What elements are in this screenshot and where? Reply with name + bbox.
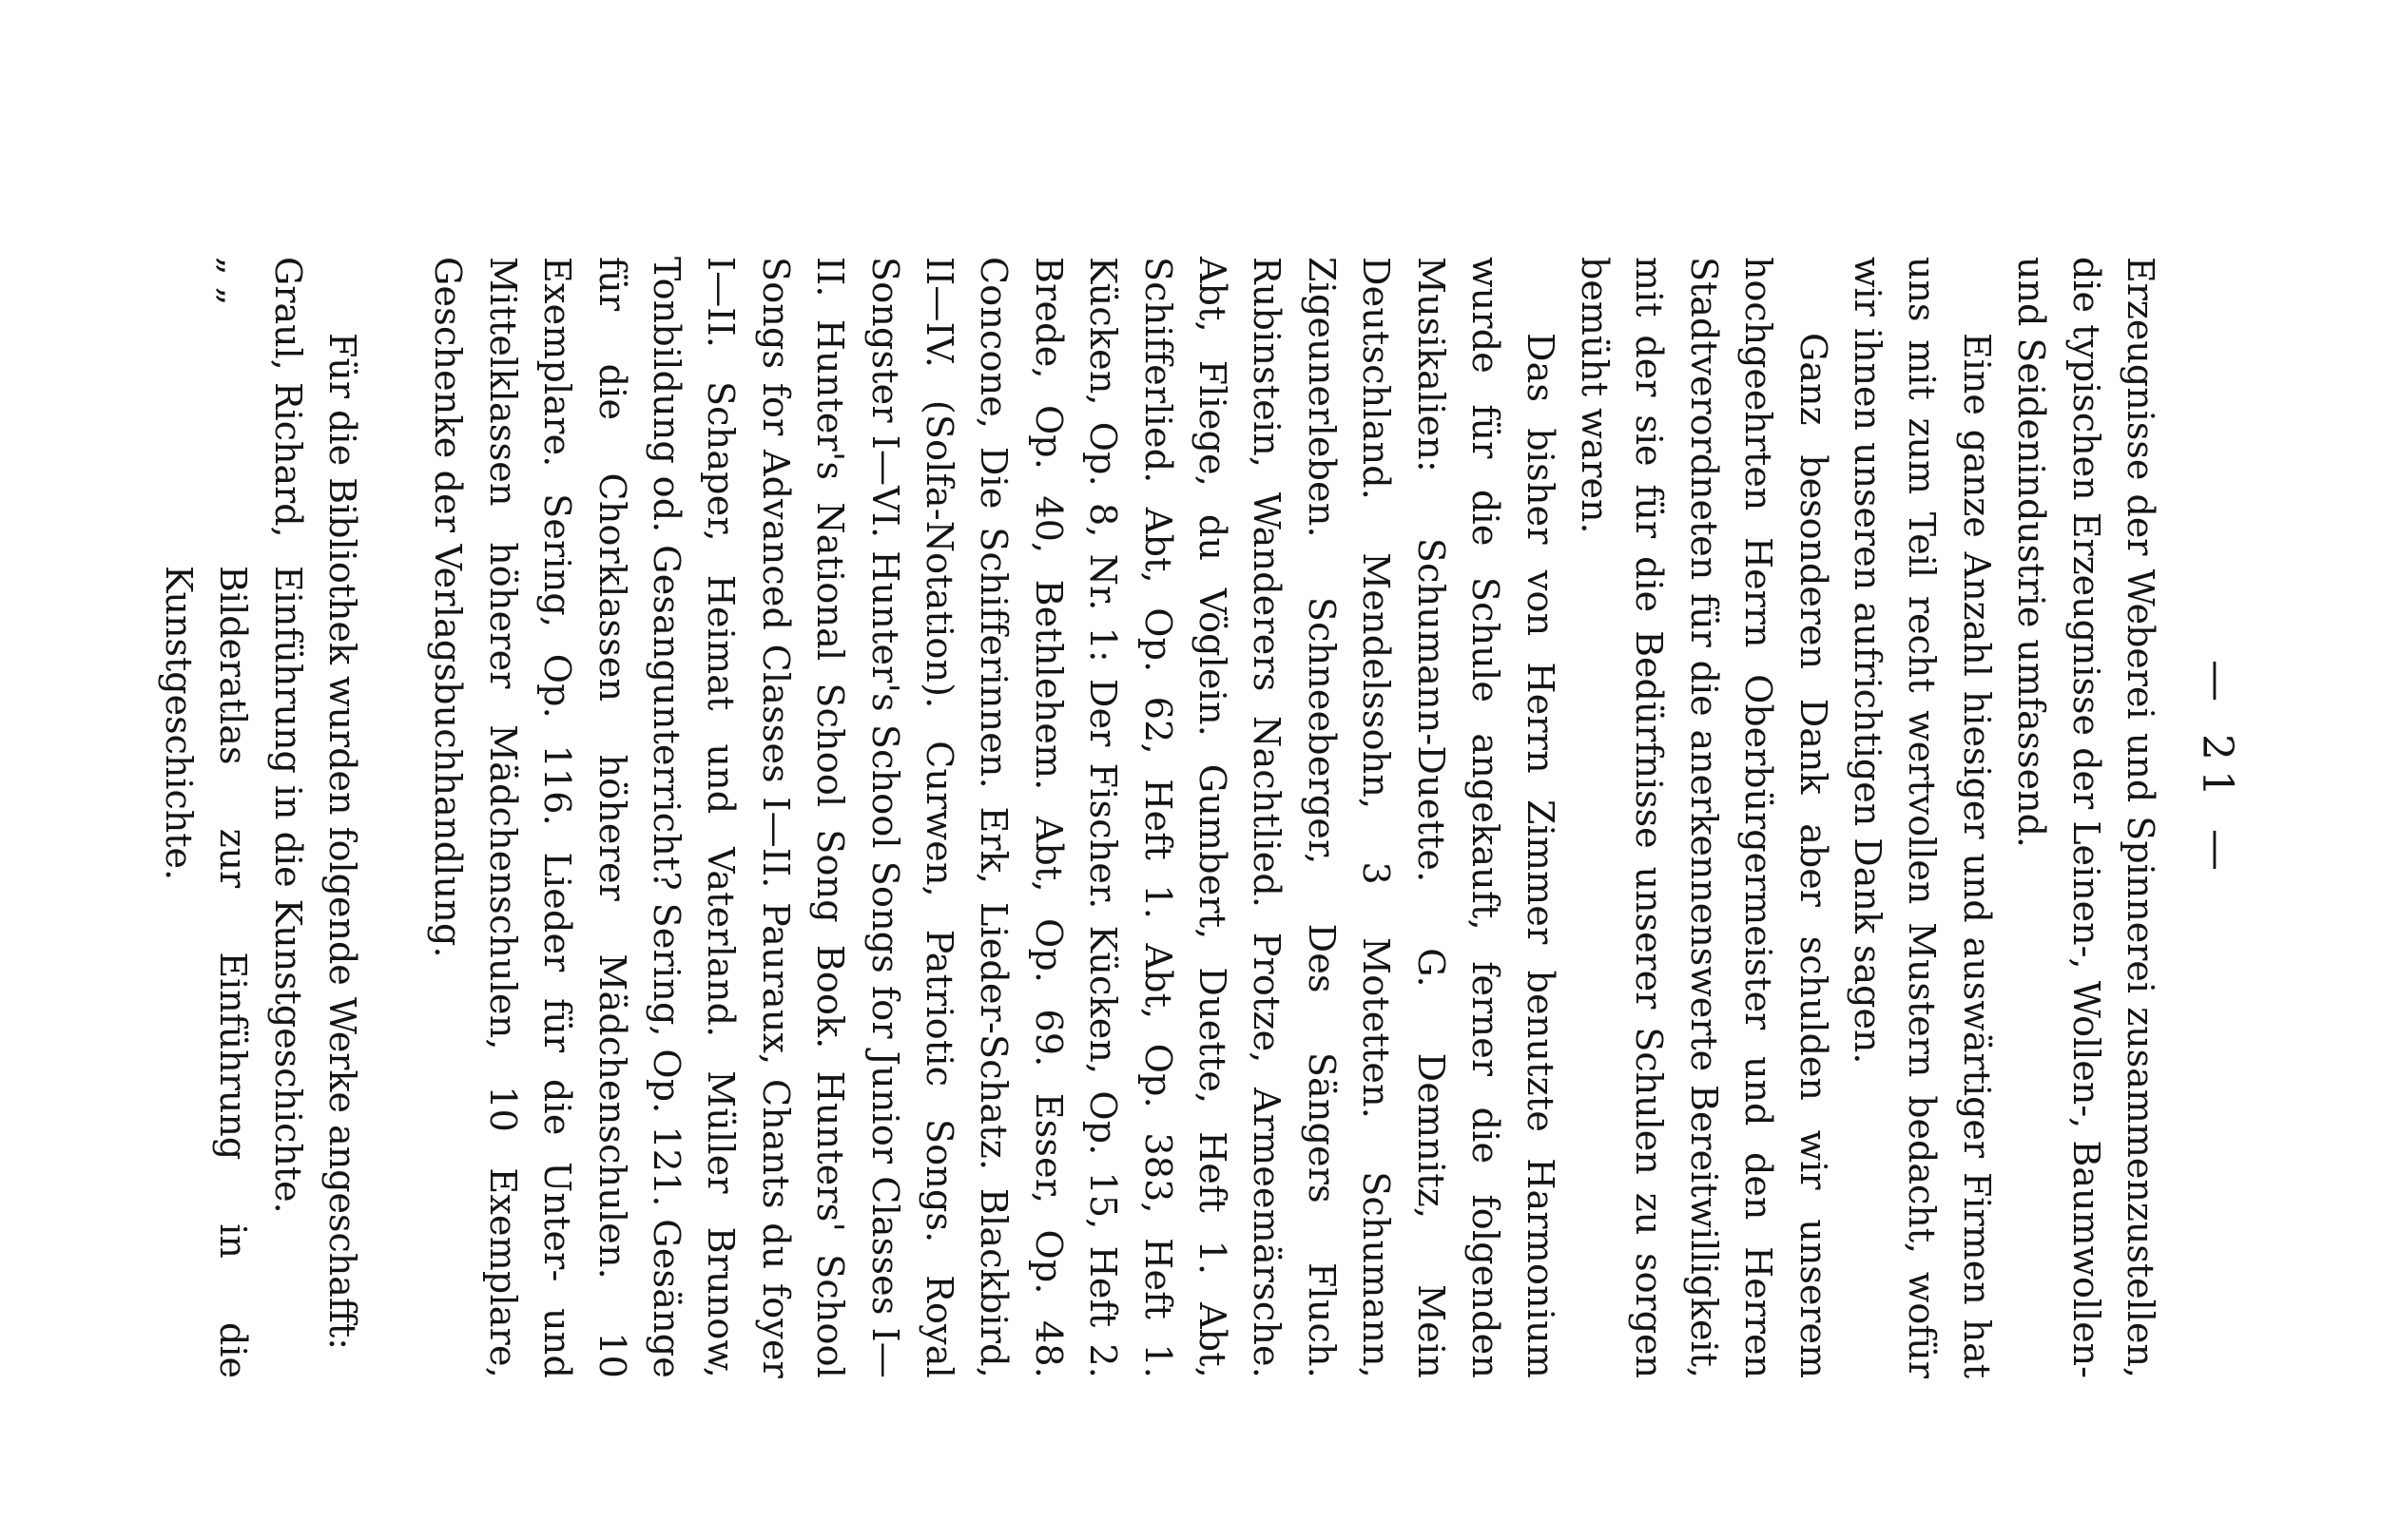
body-text [150,257,2167,1378]
paragraph-mayor-thanks: Ganz besonderen Dank aber schulden wir unserem hochgeehrten Herrn Oberbürgermeister und den Herren Stadtverordneten für die anerkennenswerte Bereitwilligkeit, mit der sie für die Bedürfnisse unserer Schulen zu sorgen bemüht waren. [1573,257,1834,1378]
paragraph-textiles-collection: Erzeugnisse der Weberei und Spinnerei zusammenzustellen, die typischen Erzeugnisse der Leinen-, Wollen-, Baumwollen- und Seidenindustrie umfassend. [2010,257,2161,1378]
page-number: — 21 — [2193,660,2241,880]
library-entry-title: Bilderatlas zur Einführung in die Kunstgeschichte. [157,566,255,1378]
library-entry-author: „ „ [212,257,255,306]
library-entry-title: Einführung in die Kunstgeschichte. [266,566,309,1214]
paragraph-firms-thanks: Eine ganze Anzahl hiesiger und auswärtiger Firmen hat uns mit zum Teil recht wertvollen Mustern bedacht, wofür wir ihnen unseren aufrichtigen Dank sagen. [1846,257,1998,1378]
library-entry-author: Graul, Richard, [266,257,309,538]
paragraph-music-purchases: Das bisher von Herrn Zimmer benutzte Harmonium wurde für die Schule angekauft, ferner die folgenden Musikalien: Schumann-Duette. G. Demnitz, Mein Deutschland. Mendelssohn, 3 Motetten. Schumann, Zigeunerleben. Schneeberger, Des Sängers Fluch. Rubinstein, Wanderers Nachtlied. Protze, Armeemärsche. Abt, Fliege, du Vöglein. Gumbert, Duette, Heft 1. Abt, Schifferlied. Abt, Op. 62, Heft 1. Abt, Op. 383, Heft 1. Kücken, Op. 8, Nr. 1: Der Fischer. Kücken, Op. 15, Heft 2. Brede, Op. 40, Bethlehem. Abt, Op. 69. Esser, Op. 48. Concone, Die Schifferinnen. Erk, Lieder-Schatz. Blackbird, II—IV. (Solfa-Notation). Curwen, Patriotic Songs. Royal Songster I—VI. Hunter's School Songs for Junior Classes I—II. Hunter's National School Song Book. Hunters' School Songs for Advanced Classes I—II. Pauraux, Chants du foyer I—II. Schaper, Heimat und Vaterland. Müller Brunow, Tonbildung od. Gesangunterricht? Sering, Op. 121. Gesänge für die Chorklassen höherer Mädchenschulen. 10 Exemplare. Sering, Op. 116. Lieder für die Unter- und Mittelklassen höherer Mädchenschulen, 10 Exemplare, Geschenke der Verlagsbuchhandlung. [427,257,1561,1378]
library-entry [260,257,314,1378]
library-entry [150,257,260,1378]
paragraph-library-intro: Für die Bibliothek wurden folgende Werke angeschafft: [321,333,363,1350]
